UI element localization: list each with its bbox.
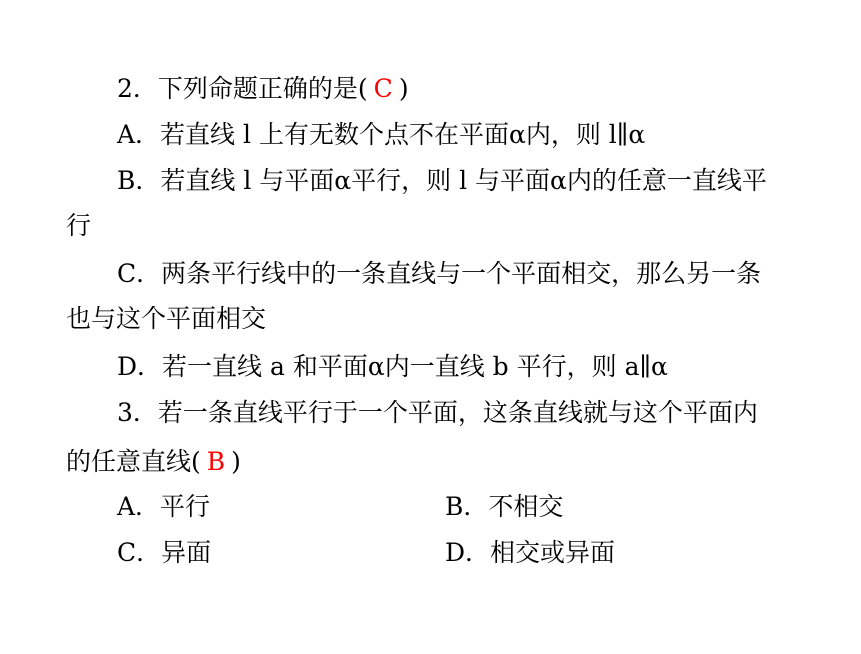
q3-option-d: D．相交或异面 xyxy=(445,538,616,567)
q3-stem-line2 xyxy=(66,447,241,477)
q3-option-c: C．异面 xyxy=(117,538,212,567)
q3-stem-line1: 3．若一条直线平行于一个平面，这条直线就与这个平面内 xyxy=(117,398,758,427)
q2-option-b-line1: B．若直线 l 与平面α平行，则 l 与平面α内的任意一直线平 xyxy=(117,166,767,195)
q2-option-c-line2: 也与这个平面相交 xyxy=(66,304,267,333)
q3-stem-line2-prefix: 的任意直线( xyxy=(66,447,201,476)
q2-answer: C xyxy=(373,74,393,103)
q2-stem-suffix: ) xyxy=(398,74,409,103)
q2-stem xyxy=(117,74,409,104)
q2-option-d: D．若一直线 a 和平面α内一直线 b 平行，则 a∥α xyxy=(117,352,668,381)
q2-option-a: A．若直线 l 上有无数个点不在平面α内，则 l∥α xyxy=(117,120,646,149)
q2-option-c-line1: C．两条平行线中的一条直线与一个平面相交，那么另一条 xyxy=(117,259,762,288)
q3-answer: B xyxy=(206,447,226,476)
q2-option-b-line2: 行 xyxy=(66,211,92,240)
q2-stem-prefix: 2．下列命题正确的是( xyxy=(117,74,368,103)
q3-option-a: A．平行 xyxy=(117,492,211,521)
q3-stem-line2-suffix: ) xyxy=(231,447,241,476)
q3-option-b: B．不相交 xyxy=(445,492,564,521)
